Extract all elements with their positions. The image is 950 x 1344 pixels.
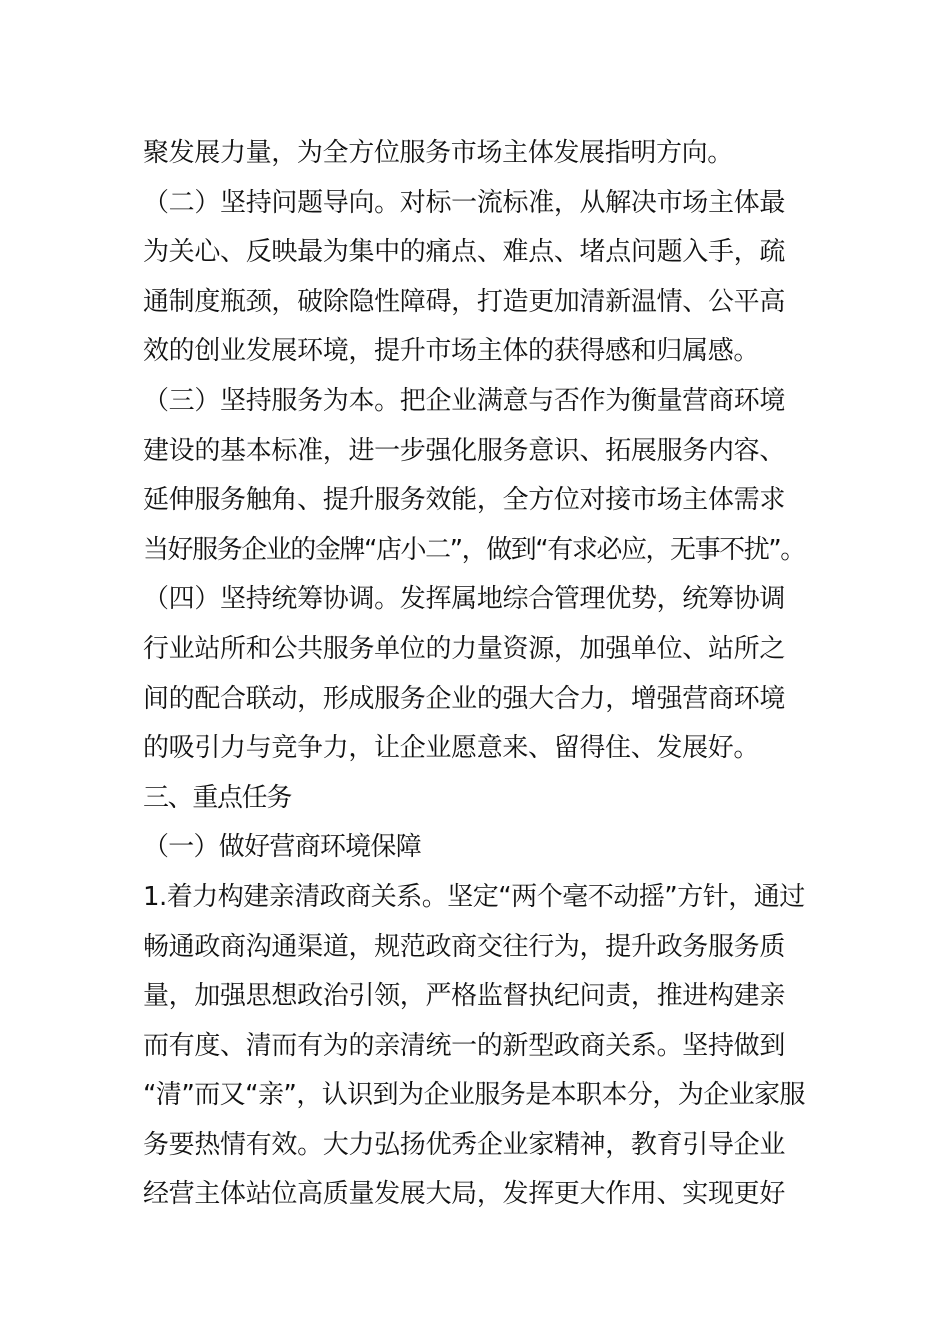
text-line: 的吸引力与竞争力，让企业愿意来、留得住、发展好。	[143, 733, 760, 764]
text-line: 通制度瓶颈，破除隐性障碍，打造更加清新温情、公平高	[143, 286, 786, 317]
text-line: 畅通政商沟通渠道，规范政商交往行为，提升政务服务质	[143, 931, 786, 962]
text-line: （四）坚持统筹协调。发挥属地综合管理优势，统筹协调	[143, 584, 786, 615]
text-line: 务要热情有效。大力弘扬优秀企业家精神，教育引导企业	[143, 1129, 786, 1160]
text-line: 建设的基本标准，进一步强化服务意识、拓展服务内容、	[143, 435, 786, 466]
text-line: 效的创业发展环境，提升市场主体的获得感和归属感。	[143, 336, 760, 367]
text-line: （二）坚持问题导向。对标一流标准，从解决市场主体最	[143, 187, 786, 218]
section-heading: 三、重点任务	[143, 782, 292, 813]
text-line: 延伸服务触角、提升服务效能，全方位对接市场主体需求	[143, 485, 786, 516]
text-line: 经营主体站位高质量发展大局，发挥更大作用、实现更好	[143, 1179, 786, 1210]
subsection-heading: （一）做好营商环境保障	[143, 832, 421, 863]
text-line: （三）坚持服务为本。把企业满意与否作为衡量营商环境	[143, 385, 786, 416]
document-body	[143, 129, 813, 1220]
text-line: 行业站所和公共服务单位的力量资源，加强单位、站所之	[143, 633, 786, 664]
text-line: 量，加强思想政治引领，严格监督执纪问责，推进构建亲	[143, 981, 786, 1012]
text-line: “清”而又“亲”，认识到为企业服务是本职本分，为企业家服	[143, 1080, 805, 1111]
text-line: 间的配合联动，形成服务企业的强大合力，增强营商环境	[143, 683, 786, 714]
text-line: 而有度、清而有为的亲清统一的新型政商关系。坚持做到	[143, 1030, 786, 1061]
text-line: 聚发展力量，为全方位服务市场主体发展指明方向。	[143, 138, 733, 168]
text-line: 当好服务企业的金牌“店小二”，做到“有求必应，无事不扰”。	[143, 534, 805, 565]
text-line: 1.着力构建亲清政商关系。坚定“两个毫不动摇”方针，通过	[143, 881, 805, 912]
text-line: 为关心、反映最为集中的痛点、难点、堵点问题入手，疏	[143, 237, 786, 268]
